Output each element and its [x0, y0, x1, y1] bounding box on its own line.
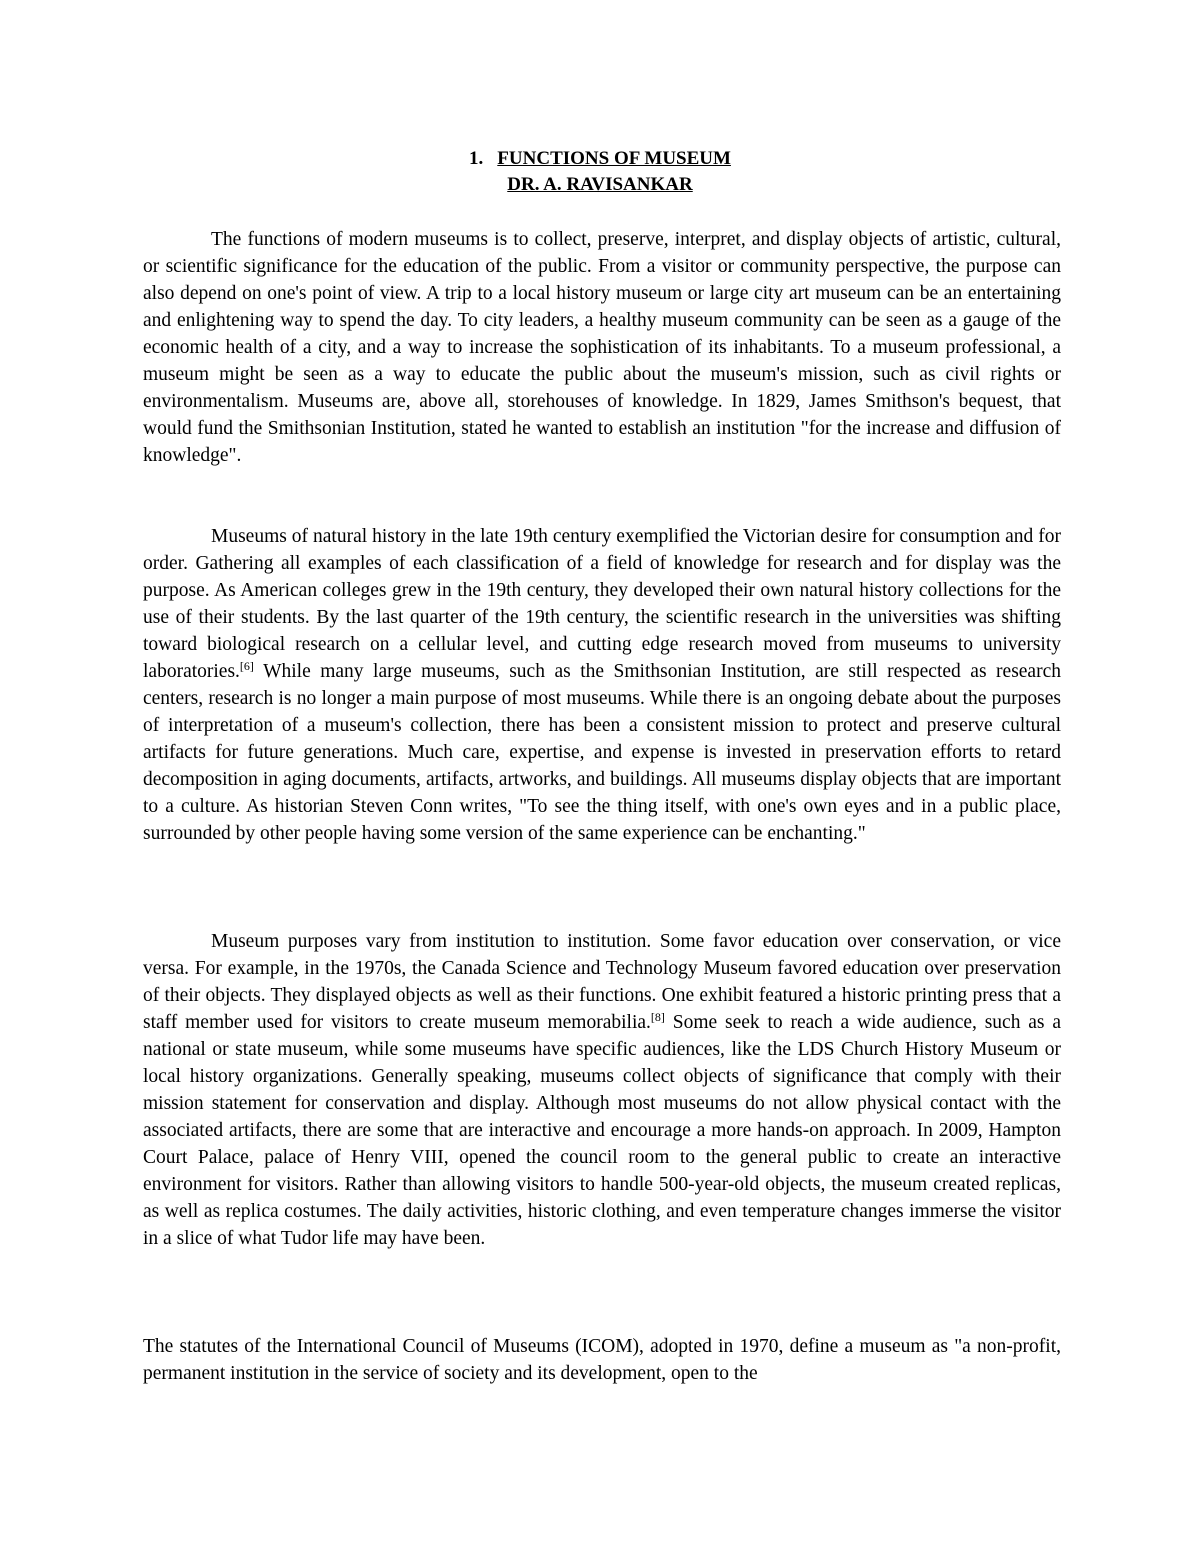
title-number: 1.: [469, 148, 484, 169]
footnote-ref-6[interactable]: [6]: [239, 659, 254, 673]
author-name: DR. A. RAVISANKAR: [507, 174, 693, 195]
paragraph-3-text-a: Museum purposes vary from institution to institution. Some favor education over conservation, or vice versa. For example, in the 1970s, the Canada Science and Technology Museum favored education over preservation of their objects. They displayed objects as well as their functions. One exhibit featured a historic printing press that a staff member used for visitors to create museum memorabilia.: [143, 931, 1061, 1033]
paragraph-3: [143, 928, 1061, 1252]
paragraph-2-text-a: Museums of natural history in the late 19th century exemplified the Victorian desire for consumption and for order. Gathering all examples of each classification of a field of knowledge for research and for display was the purpose. As American colleges grew in the 19th century, they developed their own natural history collections for the use of their students. By the last quarter of the 19th century, the scientific research in the universities was shifting toward biological research on a cellular level, and cutting edge research moved from museums to university laboratories.: [143, 526, 1061, 682]
footnote-ref-8[interactable]: [8]: [650, 1010, 665, 1024]
paragraph-2: [143, 523, 1061, 847]
paragraph-3-text-b: Some seek to reach a wide audience, such as a national or state museum, while some museums have specific audiences, like the LDS Church History Museum or local history organizations. Generally speaking, museums collect objects of significance that comply with their mission statement for conservation and display. Although most museums do not allow physical contact with the associated artifacts, there are some that are interactive and encourage a more hands-on approach. In 2009, Hampton Court Palace, palace of Henry VIII, opened the council room to the general public to create an interactive environment for visitors. Rather than allowing visitors to handle 500-year-old objects, the museum created replicas, as well as replica costumes. The daily activities, historic clothing, and even temperature changes immerse the visitor in a slice of what Tudor life may have been.: [143, 1012, 1062, 1249]
document-title: [0, 146, 1200, 172]
paragraph-1: The functions of modern museums is to collect, preserve, interpret, and display objects of artistic, cultural, or scientific significance for the education of the public. From a visitor or community perspective, the purpose can also depend on one's point of view. A trip to a local history museum or large city art museum can be an entertaining and enlightening way to spend the day. To city leaders, a healthy museum community can be seen as a gauge of the economic health of a city, and a way to increase the sophistication of its inhabitants. To a museum professional, a museum might be seen as a way to educate the public about the museum's mission, such as civil rights or environmentalism. Museums are, above all, storehouses of knowledge. In 1829, James Smithson's bequest, that would fund the Smithsonian Institution, stated he wanted to establish an institution "for the increase and diffusion of knowledge".: [143, 229, 1061, 466]
paragraph-4: The statutes of the International Council of Museums (ICOM), adopted in 1970, define a museum as "a non-profit, permanent institution in the service of society and its development, open to the: [143, 1336, 1061, 1384]
title-text: FUNCTIONS OF MUSEUM: [497, 148, 731, 169]
paragraph-2-text-b: While many large museums, such as the Smithsonian Institution, are still respected as research centers, research is no longer a main purpose of most museums. While there is an ongoing debate about the purposes of interpretation of a museum's collection, there has been a consistent mission to protect and preserve cultural artifacts for future generations. Much care, expertise, and expense is invested in preservation efforts to retard decomposition in aging documents, artifacts, artworks, and buildings. All museums display objects that are important to a culture. As historian Steven Conn writes, "To see the thing itself, with one's own eyes and in a public place, surrounded by other people having some version of the same experience can be enchanting.": [143, 661, 1061, 844]
